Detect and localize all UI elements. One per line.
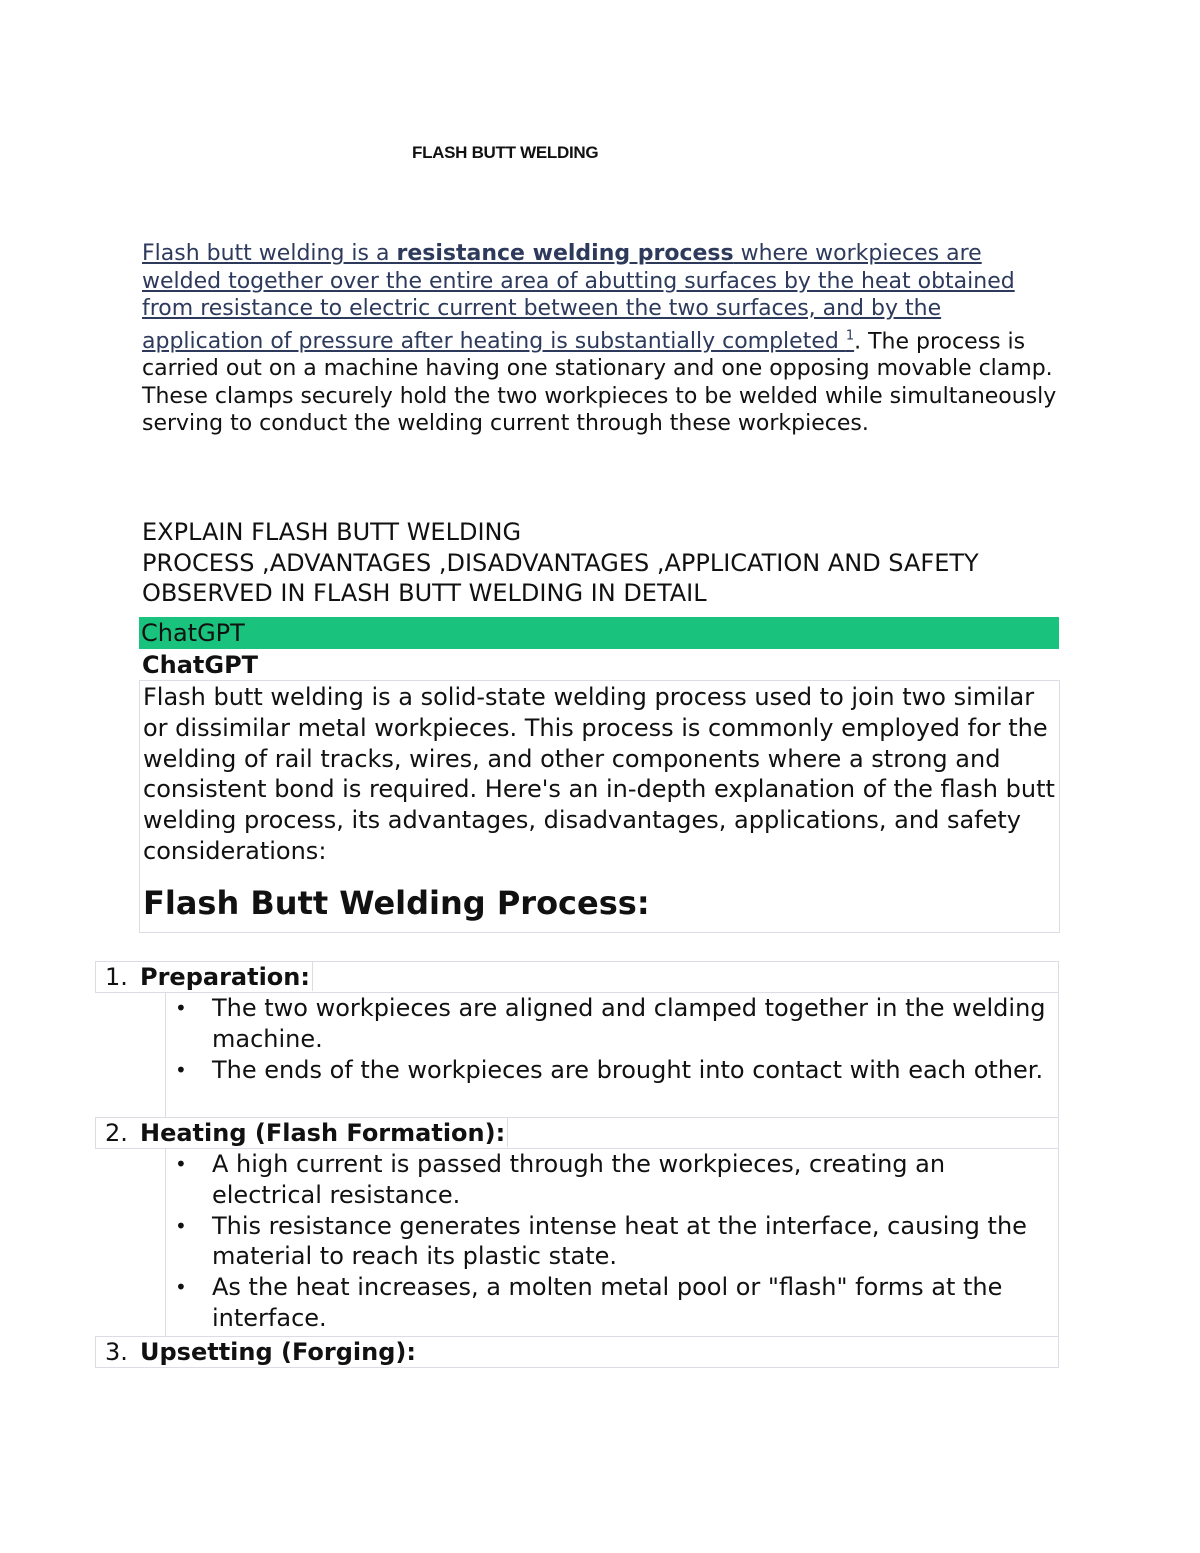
step-number: 3.	[105, 1338, 128, 1366]
bullet-icon: •	[175, 1275, 187, 1300]
step-row	[95, 1336, 1059, 1368]
bullet-text: As the heat increases, a molten metal pool or "flash" forms at the interface.	[212, 1273, 1003, 1332]
bullet-icon: •	[175, 1057, 187, 1082]
list-item	[166, 993, 1058, 1055]
list-item	[166, 1272, 1058, 1334]
step-label: Upsetting (Forging):	[140, 1338, 416, 1366]
intro-bold-term: resistance welding process	[396, 241, 734, 266]
answer-box	[139, 680, 1060, 933]
user-prompt	[142, 517, 1042, 609]
list-item	[166, 1211, 1058, 1273]
bullet-text: The ends of the workpieces are brought into contact with each other.	[212, 1055, 1044, 1084]
prompt-line-2: PROCESS ,ADVANTAGES ,DISADVANTAGES ,APPLICATION AND SAFETY OBSERVED IN FLASH BUTT WELDING IN DETAIL	[142, 548, 979, 607]
bullet-text: The two workpieces are aligned and clamped together in the welding machine.	[212, 994, 1046, 1053]
bullet-text: A high current is passed through the workpieces, creating an electrical resistance.	[212, 1150, 946, 1209]
step-row	[95, 1117, 1059, 1149]
step-row	[95, 961, 1059, 993]
assistant-name: ChatGPT	[142, 651, 259, 679]
step-number: 1.	[105, 963, 128, 991]
chatgpt-header-bar: ChatGPT	[139, 617, 1059, 649]
intro-text-part1: Flash butt welding is a	[142, 241, 397, 266]
section-heading: Flash Butt Welding Process:	[143, 883, 650, 922]
step-bullets	[165, 1149, 1059, 1336]
answer-paragraph: Flash butt welding is a solid-state welding process used to join two similar or dissimilar metal workpieces. This process is commonly employed for the welding of rail tracks, wires, and other components where a strong and consistent bond is required. Here's an in-depth explanation of the flash butt welding process, its advantages, disadvantages, applications, and safety considerations:	[143, 683, 1055, 865]
bullet-icon: •	[175, 1152, 187, 1176]
bullet-icon: •	[175, 1213, 187, 1238]
step-label: Preparation:	[140, 962, 313, 991]
list-item	[166, 1149, 1058, 1211]
bullet-icon: •	[175, 996, 187, 1020]
step-number: 2.	[105, 1119, 128, 1147]
intro-text-part3: . The process is carried out on a machine having one stationary and one opposing movable clamp. These clamps securely hold the two workpieces to be welded while simultaneously serving to conduct the welding current through these workpieces.	[142, 328, 1057, 437]
document-title: FLASH BUTT WELDING	[412, 143, 599, 162]
list-item	[166, 1055, 1058, 1086]
footnote-marker[interactable]: 1	[845, 328, 855, 344]
prompt-line-1: EXPLAIN FLASH BUTT WELDING	[142, 518, 522, 546]
step-bullets	[165, 993, 1059, 1117]
step-label: Heating (Flash Formation):	[140, 1118, 508, 1147]
bullet-text: This resistance generates intense heat at the interface, causing the material to reach its plastic state.	[212, 1211, 1027, 1271]
intro-text-part2: where workpieces are welded together over the entire area of abutting surfaces by the heat obtained from resistance to electric current between the two surfaces, and by the application of pressure after heating is substantially completed	[142, 241, 1015, 354]
intro-paragraph	[142, 240, 1062, 438]
